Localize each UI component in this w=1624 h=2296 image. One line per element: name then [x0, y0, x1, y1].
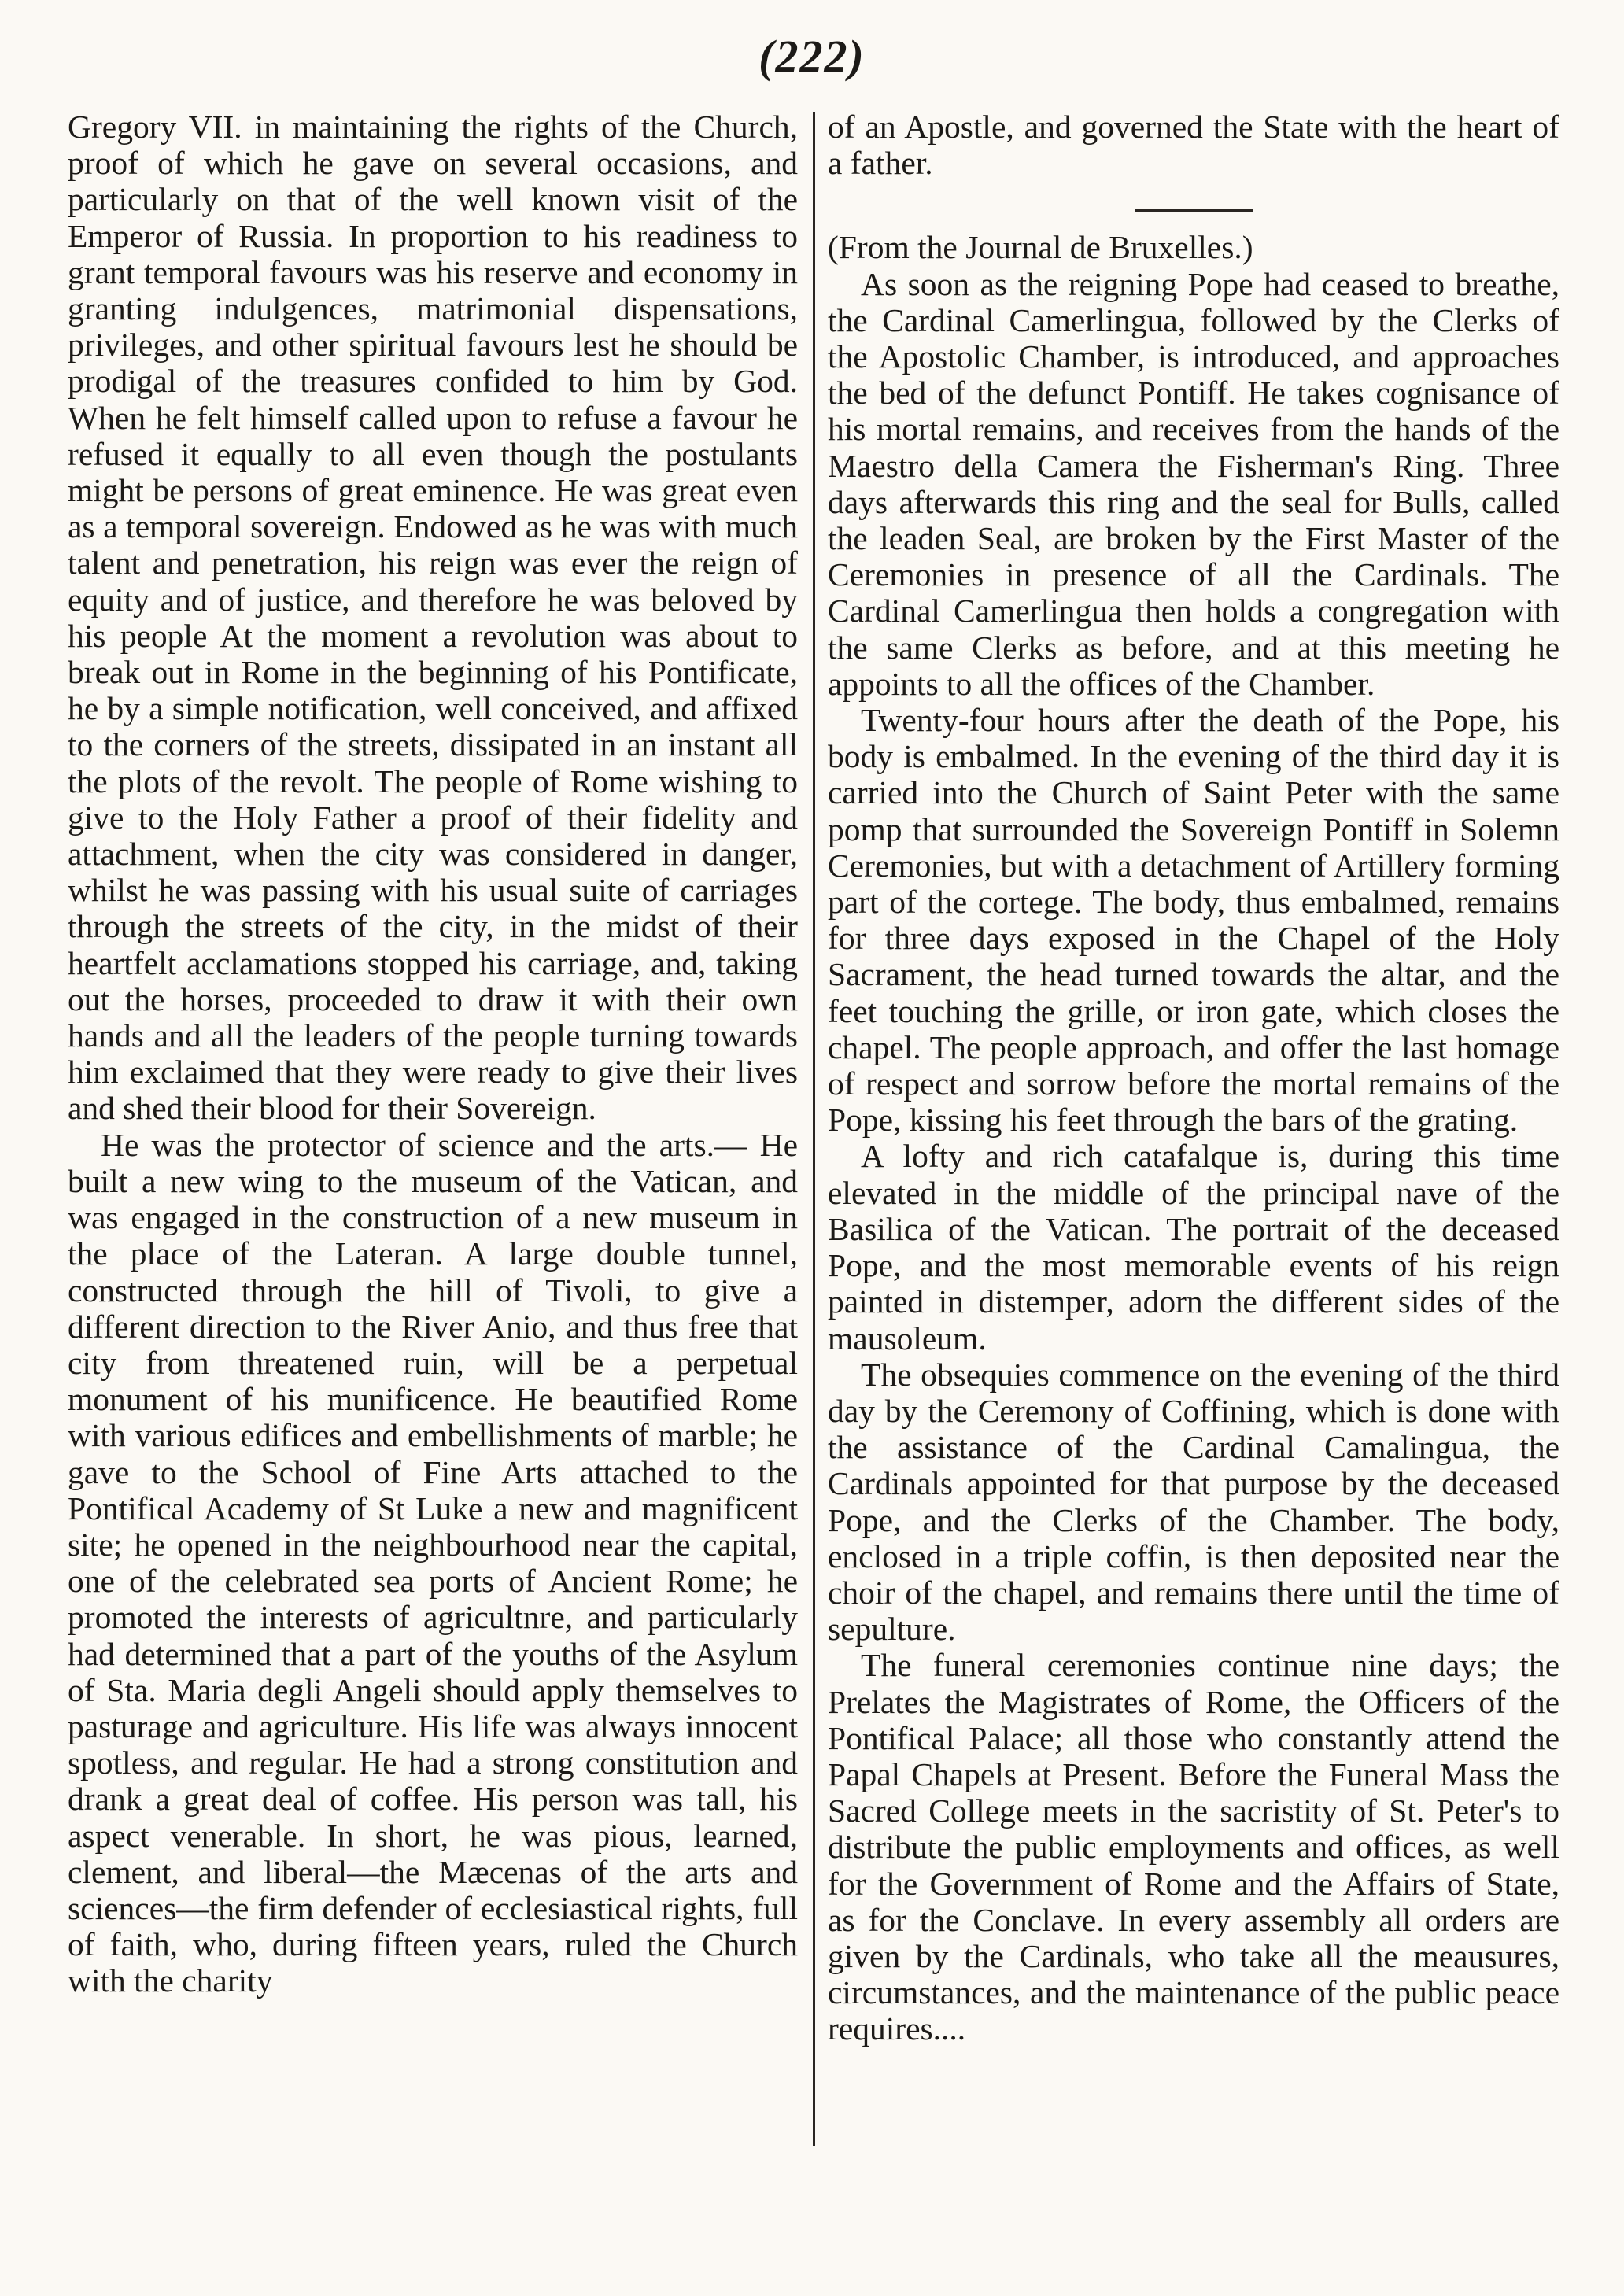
left-paragraph-2: He was the protector of science and the arts.— He built a new wing to the museum of the Vatican, and was engaged in the construction of a new museum in the place of the Lateran. A large double tunnel, constructed through the hill of Tivoli, to give a different direction to the River Anio, and thus free that city from threatened ruin, will be a perpetual monument of his munificence. He beautified Rome with various edifices and embellishments of marble; he gave to the School of Fine Arts attached to the Pontifical Academy of St Luke a new and magnificent site; he opened in the neighbourhood near the capital, one of the celebrated sea ports of Ancient Rome; he promoted the interests of agricultnre, and particularly had determined that a part of the youths of the Asylum of Sta. Maria degli Angeli should apply themselves to pasturage and agriculture. His life was always innocent spotless, and regular. He had a strong constitution and drank a great deal of coffee. His person was tall, his aspect venerable. In short, he was pious, learned, clement, and liberal—the Mæcenas of the arts and sciences—the firm defender of ecclesiastical rights, full of faith, who, during fifteen years, ruled the Church with the charity [68, 1126, 798, 1999]
column-divider-rule [813, 112, 815, 2146]
source-heading: (From the Journal de Bruxelles.) [828, 229, 1253, 266]
left-paragraph-1: Gregory VII. in maintaining the rights of the Church, proof of which he gave on several occasions, and particularly on that of the well known visit of the Emperor of Russia. In proportion to his readiness to grant temporal favours was his reserve and economy in granting indulgences, matrimonial dispensations, privileges, and other spiritual favours lest he should be prodigal of the treasures confided to him by God. When he felt himself called upon to refuse a favour he refused it equally to all even though the postulants might be persons of great eminence. He was great even as a temporal sovereign. Endowed as he was with much talent and penetration, his reign was ever the reign of equity and of justice, and therefore he was beloved by his people At the moment a revolution was about to break out in Rome in the beginning of his Pontificate, he by a simple notification, well conceived, and affixed to the corners of the streets, dissipated in an instant all the plots of the revolt. The people of Rome wishing to give to the Holy Father a proof of their fidelity and attachment, when the city was considered in danger, whilst he was passing with his usual suite of carriages through the streets of the city, in the midst of their heartfelt acclamations stopped his carriage, and, taking out the horses, proceeded to draw it with their own hands and all the leaders of the people turning towards him exclaimed that they were ready to give their lives and shed their blood for their Sovereign. [68, 109, 798, 1127]
left-column [68, 109, 798, 2194]
right-paragraph-4: The obsequies commence on the evening of the third day by the Ceremony of Coffining, which is done with the assistance of the Cardinal Camalingua, the Cardinals appointed for that purpose by the deceased Pope, and the Clerks of the Chamber. The body, enclosed in a triple coffin, is then deposited near the choir of the chapel, and remains there until the time of sepulture. [828, 1356, 1559, 1648]
section-divider [1135, 209, 1253, 212]
right-paragraph-2: Twenty-four hours after the death of the Pope, his body is embalmed. In the evening of the third day it is carried into the Church of Saint Peter with the same pomp that surrounded the Sovereign Pontiff in Solemn Ceremonies, but with a detachment of Artillery forming part of the cortege. The body, thus embalmed, remains for three days exposed in the Chapel of the Holy Sacrament, the head turned towards the altar, and the feet touching the grille, or iron gate, which closes the chapel. The people approach, and offer the last homage of respect and sorrow before the mortal remains of the Pope, kissing his feet through the bars of the grating. [828, 702, 1559, 1139]
page-number: (222) [758, 31, 866, 82]
right-paragraph-3: A lofty and rich catafalque is, during this time elevated in the middle of the principal nave of the Basilica of the Vatican. The portrait of the deceased Pope, and the most memorable events of his reign painted in distemper, adorn the different sides of the mausoleum. [828, 1138, 1559, 1357]
right-column [828, 109, 1559, 2194]
right-paragraph-1: As soon as the reigning Pope had ceased to breathe, the Cardinal Camerlingua, followed by the Clerks of the Apostolic Chamber, is introduced, and approaches the bed of the defunct Pontiff. He takes cognisance of his mortal remains, and receives from the hands of the Maestro della Camera the Fisherman's Ring. Three days afterwards this ring and the seal for Bulls, called the leaden Seal, are broken by the First Master of the Ceremonies in presence of all the Cardinals. The Cardinal Camerlingua then holds a congregation with the same Clerks as before, and at this meeting he appoints to all the offices of the Chamber. [828, 265, 1559, 702]
continuation-text: of an Apostle, and governed the State with the heart of a father. [828, 109, 1559, 182]
right-paragraph-5: The funeral ceremonies continue nine days; the Prelates the Magistrates of Rome, the Officers of the Pontifical Palace; all those who constantly attend the Papal Chapels at Present. Before the Funeral Mass the Sacred College meets in the sacristity of St. Peter's to distribute the public employments and offices, as well for the Government of Rome and the Affairs of State, as for the Conclave. In every assembly all orders are given by the Cardinals, who take all the meausures, circumstances, and the maintenance of the public peace requires.... [828, 1647, 1559, 2047]
